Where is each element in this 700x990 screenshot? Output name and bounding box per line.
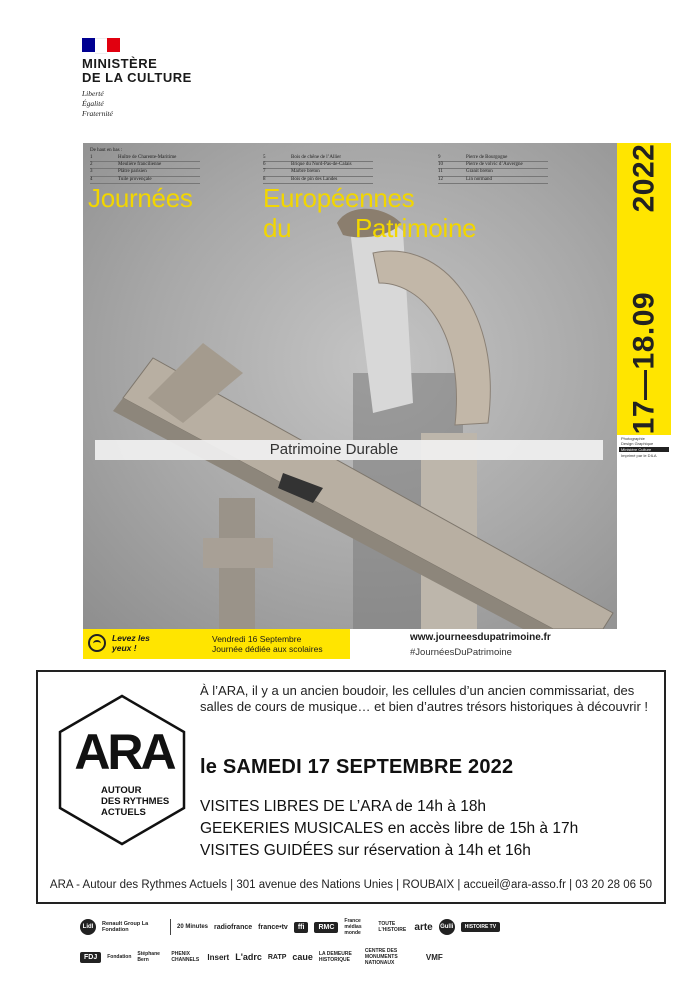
poster-photo xyxy=(83,143,617,629)
title-du: du xyxy=(263,213,292,243)
theme-banner: Patrimoine Durable xyxy=(95,440,603,460)
partner-logo: RATP xyxy=(267,953,287,961)
materials-row: 7 Marbre breton xyxy=(263,169,373,176)
poster-credits: Photographie Design Graphique Ministère Culture Imprimé par le DILA xyxy=(617,436,671,464)
ministry-motto: Liberté Égalité Fraternité xyxy=(82,89,113,118)
materials-row: 12 Lin normand xyxy=(438,177,548,184)
materials-row: 8 Bois de pin des Landes xyxy=(263,177,373,184)
visit-item: VISITES GUIDÉES sur réservation à 14h et 16h xyxy=(200,842,531,859)
date-range: 17—18.09 xyxy=(627,291,660,435)
republic-flag-icon xyxy=(82,38,120,52)
materials-row: 10 Pierre de volvic d’Auvergne xyxy=(438,162,548,169)
sculpture-illustration xyxy=(83,143,617,629)
partner-logo: LA DEMEURE HISTORIQUE xyxy=(318,951,352,963)
title-journees: Journées xyxy=(88,183,193,213)
partner-logo: HISTOIRE TV xyxy=(461,922,500,932)
partner-logo: Fondation xyxy=(107,954,132,960)
ara-logo: ARA xyxy=(74,724,174,780)
partner-logo: Lidl xyxy=(80,919,96,935)
partner-logo: VMF xyxy=(425,952,443,962)
visit-list xyxy=(200,796,578,862)
flag-white xyxy=(95,38,108,54)
partner-row-1 xyxy=(80,912,620,942)
partner-logo: PHENIX CHANNELS xyxy=(171,951,200,963)
materials-list-col1 xyxy=(90,155,200,184)
separator xyxy=(170,919,171,935)
website-link[interactable]: www.journeesdupatrimoine.fr xyxy=(410,632,551,643)
partner-logos xyxy=(80,912,620,972)
title-europeennes: Européennes xyxy=(263,183,415,213)
materials-list-col3 xyxy=(438,155,548,184)
partner-logo: CENTRE DES MONUMENTS NATIONAUX xyxy=(364,948,398,966)
poster-year: 2022 xyxy=(627,143,660,213)
materials-row: 2 Meulière francilienne xyxy=(90,162,200,169)
eye-icon xyxy=(88,634,106,652)
materials-row: 5 Bois de chêne de l’Allier xyxy=(263,155,373,162)
event-date: le SAMEDI 17 SEPTEMBRE 2022 xyxy=(200,756,514,778)
visit-item: GEEKERIES MUSICALES en accès libre de 15h à 17h xyxy=(200,820,579,837)
partner-logo: arte xyxy=(414,921,433,933)
ministry-name: MINISTÈRE DE LA CULTURE xyxy=(82,56,192,85)
materials-row: 11 Granit breton xyxy=(438,169,548,176)
ara-logo-subtitle: AUTOUR DES RYTHMES ACTUELS xyxy=(101,785,170,818)
partner-logo: radiofrance xyxy=(214,923,253,931)
partner-logo: Insert xyxy=(207,952,230,962)
partner-logo: FDJ xyxy=(80,952,101,963)
materials-row: 4 Tuile provençale xyxy=(90,177,200,184)
partner-logo: 20 Minutes xyxy=(177,924,209,930)
materials-heading: De haut en bas : xyxy=(90,148,123,153)
ara-contact-line: ARA - Autour des Rythmes Actuels | 301 avenue des Nations Unies | ROUBAIX | accueil@ara-asso.fr | 03 20 28 06 50 xyxy=(49,879,653,891)
flag-blue xyxy=(82,38,95,52)
materials-row: 9 Pierre de Bourgogne xyxy=(438,155,548,162)
partner-logo: France médias monde xyxy=(344,918,362,936)
title-patrimoine: Patrimoine xyxy=(355,213,477,243)
partner-logo: france•tv xyxy=(258,923,288,931)
materials-row: 6 Brique du Nord-Pas-de-Calais xyxy=(263,162,373,169)
partner-logo: Renault Group La Fondation xyxy=(102,921,149,933)
partner-logo: Stéphane Bern xyxy=(137,951,160,963)
visit-item: VISITES LIBRES DE L’ARA de 14h à 18h xyxy=(200,798,487,815)
partner-logo: caue xyxy=(292,952,313,962)
partner-logo: L'adrc xyxy=(235,952,262,962)
flag-red xyxy=(107,38,120,52)
partner-logo: RMC xyxy=(314,922,338,933)
ara-intro: À l’ARA, il y a un ancien boudoir, les cellules d’un ancien commissariat, des salles de cours de musique… et bien d’autres trésors historiques à découvrir ! xyxy=(200,683,648,714)
levez-text: Levez les yeux ! xyxy=(112,633,150,653)
materials-list-col2 xyxy=(263,155,373,184)
materials-row: 1 Huître de Charente-Maritime xyxy=(90,155,200,162)
partner-logo: TOUTE L'HISTOIRE xyxy=(378,921,407,933)
poster-dates xyxy=(617,143,671,435)
school-day: Vendredi 16 Septembre Journée dédiée aux scolaires xyxy=(212,634,323,654)
partner-row-2 xyxy=(80,942,620,972)
partner-logo: ffi xyxy=(294,922,309,933)
hashtag: #JournéesDuPatrimoine xyxy=(410,647,512,658)
materials-row: 3 Plâtre parisien xyxy=(90,169,200,176)
partner-logo: Gulli xyxy=(439,919,455,935)
